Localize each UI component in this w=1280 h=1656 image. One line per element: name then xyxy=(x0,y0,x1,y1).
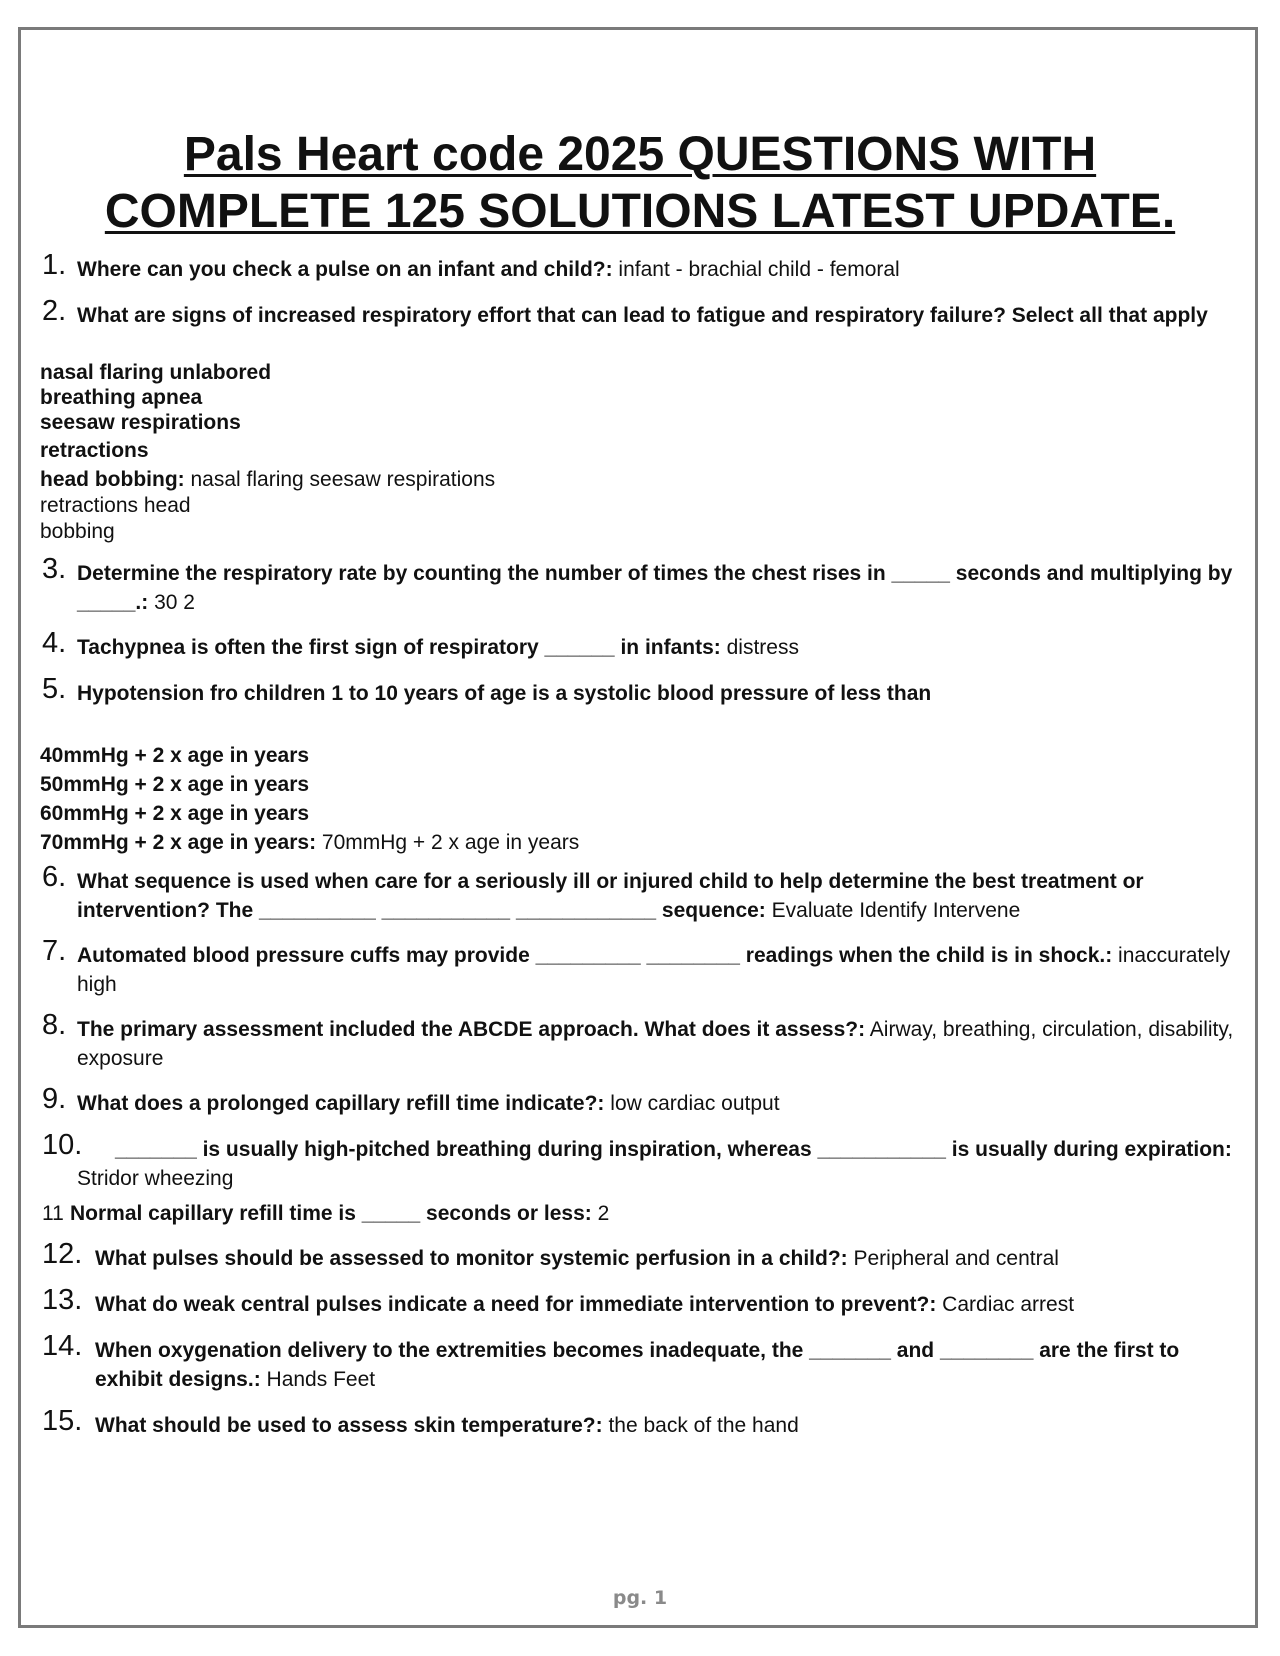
question-item xyxy=(40,1405,1240,1440)
question-number: 1. xyxy=(42,249,67,281)
question-item xyxy=(40,1199,1240,1228)
question-text: What sequence is used when care for a seriously ill or injured child to help determine the best treatment or intervention? The __________ ___________ ____________ sequence: xyxy=(77,870,1144,922)
question-text: Determine the respiratory rate by counting the number of times the chest rises in _____ seconds and multiplying by _____.: xyxy=(77,562,1233,614)
option-item: seesaw respirations xyxy=(40,411,241,434)
question-number: 3. xyxy=(42,553,67,585)
answer-text: Airway, breathing, circulation, disability, exposure xyxy=(77,1018,1234,1070)
question-item xyxy=(40,295,1240,330)
question-text: _______ is usually high-pitched breathing during inspiration, whereas ___________ is usually during expiration: xyxy=(115,1138,1232,1161)
question-number: 2. xyxy=(42,295,67,327)
question-text: What does a prolonged capillary refill time indicate?: xyxy=(77,1092,605,1115)
question-number: 12. xyxy=(42,1238,83,1270)
answer-text: Stridor wheezing xyxy=(77,1167,234,1190)
question-item xyxy=(40,627,1240,662)
answer-text: retractions head xyxy=(40,494,191,517)
option-item: retractions xyxy=(40,439,149,462)
question-item xyxy=(40,249,1240,284)
answer-text: Hands Feet xyxy=(260,1368,376,1391)
question-number: 4. xyxy=(42,627,67,659)
question-item xyxy=(40,1009,1240,1073)
question-item xyxy=(40,1330,1240,1394)
option-item: 40mmHg + 2 x age in years xyxy=(40,744,310,767)
option-item: 50mmHg + 2 x age in years xyxy=(40,773,310,796)
question-number: 9. xyxy=(42,1083,67,1115)
question-item xyxy=(40,1083,1240,1118)
question-text: What pulses should be assessed to monitor systemic perfusion in a child?: xyxy=(95,1247,848,1270)
answer-text: inaccurately high xyxy=(77,944,1231,996)
question-item xyxy=(40,861,1240,925)
question-item xyxy=(40,1284,1240,1319)
question-number: 11 xyxy=(42,1202,64,1225)
question-number: 8. xyxy=(42,1009,67,1041)
option-item: head bobbing: xyxy=(40,468,185,491)
answer-text: Evaluate Identify Intervene xyxy=(765,899,1021,922)
question-text: When oxygenation delivery to the extremities becomes inadequate, the _______ and ________ are the first to exhibit designs.: xyxy=(95,1339,1180,1391)
question-number: 10. xyxy=(42,1129,83,1161)
question-number: 15. xyxy=(42,1405,83,1437)
question-item xyxy=(40,673,1240,708)
answer-text: nasal flaring seesaw respirations xyxy=(184,468,496,491)
question-text: Automated blood pressure cuffs may provide _________ ________ readings when the child is in shock.: xyxy=(77,944,1113,967)
title-line-2: COMPLETE 125 SOLUTIONS LATEST UPDATE. xyxy=(104,185,1176,238)
question-number: 5. xyxy=(42,673,67,705)
answer-text: Peripheral and central xyxy=(847,1247,1059,1270)
question-item xyxy=(40,1238,1240,1273)
question-number: 6. xyxy=(42,861,67,893)
answer-block xyxy=(40,467,1240,545)
question-list xyxy=(40,249,1240,1440)
question-number: 7. xyxy=(42,935,67,967)
question-item xyxy=(40,553,1240,617)
option-item: nasal flaring unlabored xyxy=(40,361,272,384)
answer-text: distress xyxy=(720,636,799,659)
question-text: What are signs of increased respiratory effort that can lead to fatigue and respiratory failure? Select all that apply xyxy=(77,304,1208,327)
document-title xyxy=(0,126,1280,240)
question-text: Normal capillary refill time is _____ seconds or less: xyxy=(70,1202,592,1225)
question-text: Hypotension fro children 1 to 10 years of age is a systolic blood pressure of less than xyxy=(77,682,932,705)
question-item xyxy=(40,1129,1240,1193)
question-item xyxy=(40,935,1240,999)
answer-text: 70mmHg + 2 x age in years xyxy=(316,831,580,854)
answer-text: 2 xyxy=(591,1202,610,1225)
question-number: 13. xyxy=(42,1284,83,1316)
option-list xyxy=(40,360,1240,463)
page-number: pg. 1 xyxy=(612,1587,668,1609)
answer-text: bobbing xyxy=(40,520,115,543)
answer-text: infant - brachial child - femoral xyxy=(612,258,900,281)
option-item: 60mmHg + 2 x age in years xyxy=(40,802,310,825)
answer-text: low cardiac output xyxy=(604,1092,780,1115)
answer-text: 30 2 xyxy=(148,591,195,614)
question-text: The primary assessment included the ABCDE approach. What does it assess?: xyxy=(77,1018,866,1041)
title-line-1: Pals Heart code 2025 QUESTIONS WITH xyxy=(183,128,1097,181)
answer-text: the back of the hand xyxy=(602,1414,799,1437)
question-text: Tachypnea is often the first sign of respiratory ______ in infants: xyxy=(77,636,721,659)
question-number: 14. xyxy=(42,1330,83,1362)
question-text: What should be used to assess skin temperature?: xyxy=(95,1414,603,1437)
option-list xyxy=(40,741,1240,857)
answer-text: Cardiac arrest xyxy=(936,1293,1075,1316)
question-text: What do weak central pulses indicate a need for immediate intervention to prevent?: xyxy=(95,1293,937,1316)
option-item: breathing apnea xyxy=(40,386,203,409)
option-item: 70mmHg + 2 x age in years: xyxy=(40,831,317,854)
question-text: Where can you check a pulse on an infant and child?: xyxy=(77,258,613,281)
